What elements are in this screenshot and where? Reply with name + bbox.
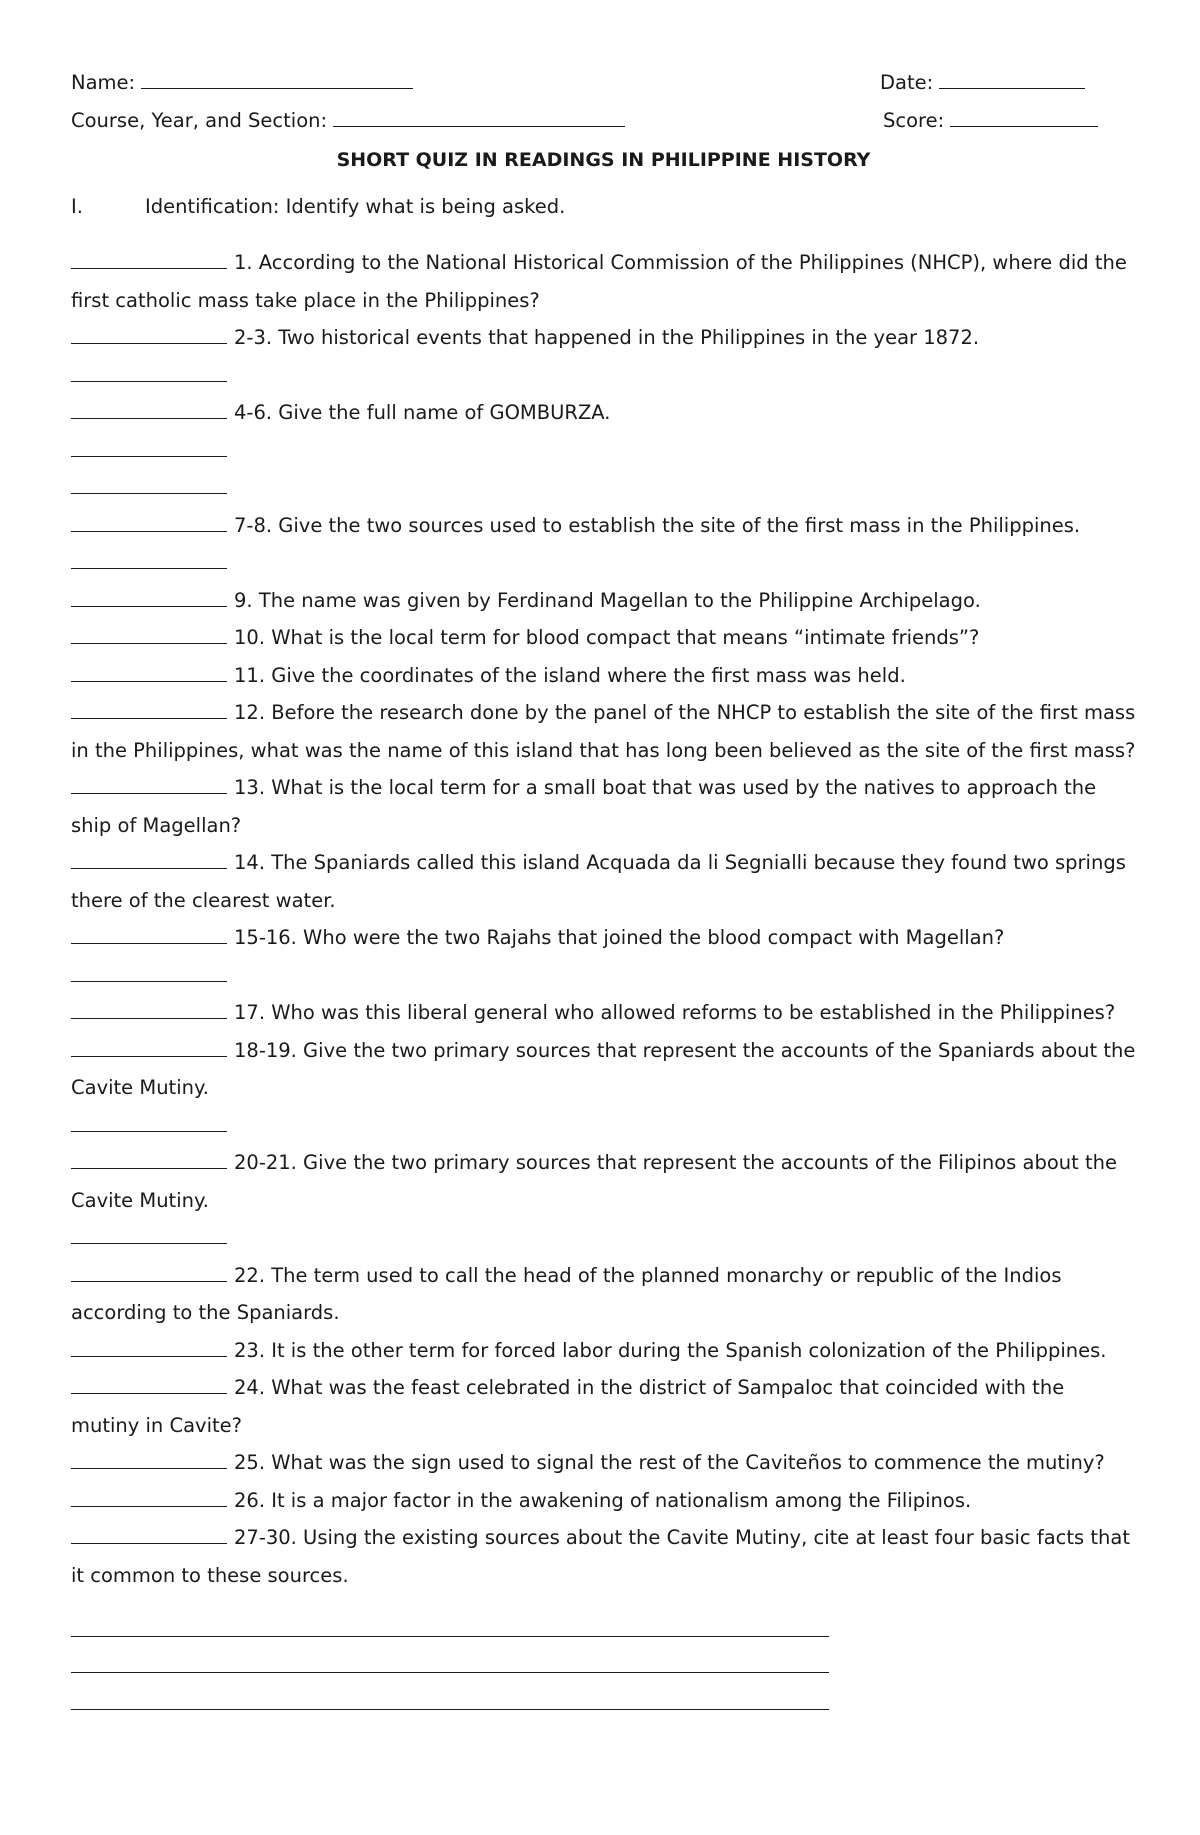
answer-blank[interactable] <box>71 923 227 944</box>
course-line[interactable] <box>333 106 625 127</box>
question-item <box>71 1482 1136 1520</box>
question-item <box>71 507 1136 545</box>
question-text: 27-30. Using the existing sources about the Cavite Mutiny, cite at least four basic facts that it common to these sources. <box>71 1526 1130 1587</box>
question-text: 11. Give the coordinates of the island where the first mass was held. <box>234 663 906 687</box>
answer-blank[interactable] <box>71 1336 227 1357</box>
answer-blank[interactable] <box>71 773 227 794</box>
score-field <box>883 106 1098 132</box>
question-text: 12. Before the research done by the panel of the NHCP to establish the site of the first mass in the Philippines, what was the name of this island that has long been believed as the site of the first mass? <box>71 701 1136 762</box>
course-label: Course, Year, and Section: <box>71 109 328 132</box>
extra-answer-row <box>71 357 1136 395</box>
question-text: 1. According to the National Historical Commission of the Philippines (NHCP), where did the first catholic mass take place in the Philippines? <box>71 251 1127 312</box>
answer-blank[interactable] <box>71 1036 227 1057</box>
extra-answer-row <box>71 1107 1136 1145</box>
question-text: 18-19. Give the two primary sources that represent the accounts of the Spaniards about the Cavite Mutiny. <box>71 1038 1136 1099</box>
question-item <box>71 1257 1136 1332</box>
header-row-1 <box>71 68 1136 106</box>
section-number: I. <box>71 195 83 218</box>
answer-blank[interactable] <box>71 1448 227 1469</box>
answer-blank[interactable] <box>71 473 227 494</box>
question-item <box>71 1369 1136 1444</box>
answer-blank[interactable] <box>71 1486 227 1507</box>
answer-blank[interactable] <box>71 436 227 457</box>
course-field <box>71 106 625 132</box>
answer-blank[interactable] <box>71 848 227 869</box>
score-label: Score: <box>883 109 945 132</box>
answer-blank[interactable] <box>71 1373 227 1394</box>
answer-blank[interactable] <box>71 1523 227 1544</box>
question-item <box>71 1144 1136 1219</box>
name-label: Name: <box>71 71 136 94</box>
question-item <box>71 1519 1136 1594</box>
question-item <box>71 619 1136 657</box>
answer-blank[interactable] <box>71 998 227 1019</box>
answer-blank[interactable] <box>71 361 227 382</box>
question-text: 26. It is a major factor in the awakening of nationalism among the Filipinos. <box>234 1488 972 1512</box>
question-item <box>71 1444 1136 1482</box>
quiz-page <box>71 68 1136 1710</box>
question-text: 10. What is the local term for blood compact that means “intimate friends”? <box>234 626 980 649</box>
question-item <box>71 694 1136 769</box>
question-text: 9. The name was given by Ferdinand Magellan to the Philippine Archipelago. <box>234 588 981 612</box>
score-line[interactable] <box>950 106 1098 127</box>
answer-blank[interactable] <box>71 661 227 682</box>
question-text: 15-16. Who were the two Rajahs that joined the blood compact with Magellan? <box>234 926 1005 949</box>
name-field <box>71 68 413 94</box>
question-item <box>71 244 1136 319</box>
answer-blank[interactable] <box>71 961 227 982</box>
answer-blank[interactable] <box>71 548 227 569</box>
header-row-2 <box>71 106 1136 144</box>
extra-answer-row <box>71 957 1136 995</box>
extra-answer-row <box>71 432 1136 470</box>
extra-answer-row <box>71 544 1136 582</box>
quiz-title: SHORT QUIZ IN READINGS IN PHILIPPINE HISTORY <box>336 149 871 171</box>
answer-blank[interactable] <box>71 623 227 644</box>
question-text: 2-3. Two historical events that happened in the Philippines in the year 1872. <box>234 326 980 349</box>
question-text: 20-21. Give the two primary sources that represent the accounts of the Filipinos about the Cavite Mutiny. <box>71 1151 1117 1212</box>
answer-blank[interactable] <box>71 1261 227 1282</box>
question-text: 13. What is the local term for a small boat that was used by the natives to approach the ship of Magellan? <box>71 776 1097 837</box>
date-label: Date: <box>880 71 934 94</box>
name-line[interactable] <box>141 68 413 89</box>
section-instruction: Identification: Identify what is being asked. <box>145 195 566 218</box>
question-text: 17. Who was this liberal general who allowed reforms to be established in the Philippines? <box>234 1001 1116 1024</box>
answer-blank[interactable] <box>71 1148 227 1169</box>
question-text: 14. The Spaniards called this island Acquada da li Segnialli because they found two springs there of the clearest water. <box>71 851 1126 912</box>
question-text: 23. It is the other term for forced labor during the Spanish colonization of the Philippines. <box>234 1338 1107 1362</box>
question-text: 24. What was the feast celebrated in the district of Sampaloc that coincided with the mutiny in Cavite? <box>71 1376 1065 1437</box>
answer-blank[interactable] <box>71 248 227 269</box>
answer-blank[interactable] <box>71 511 227 532</box>
question-item <box>71 394 1136 432</box>
question-item <box>71 319 1136 357</box>
long-answer-line[interactable] <box>71 1673 829 1710</box>
question-item <box>71 1032 1136 1107</box>
question-text: 4-6. Give the full name of GOMBURZA. <box>234 401 611 424</box>
question-item <box>71 582 1136 620</box>
date-field <box>880 68 1085 94</box>
question-item <box>71 844 1136 919</box>
answer-blank[interactable] <box>71 1111 227 1132</box>
question-item <box>71 919 1136 957</box>
answer-blank[interactable] <box>71 398 227 419</box>
question-item <box>71 657 1136 695</box>
long-answer-line[interactable] <box>71 1600 829 1637</box>
question-text: 25. What was the sign used to signal the rest of the Caviteños to commence the mutiny? <box>234 1451 1105 1474</box>
answer-blank[interactable] <box>71 586 227 607</box>
extra-answer-row <box>71 1219 1136 1257</box>
question-item <box>71 1332 1136 1370</box>
question-item <box>71 769 1136 844</box>
date-line[interactable] <box>939 68 1085 89</box>
answer-blank[interactable] <box>71 323 227 344</box>
answer-lines <box>71 1600 1136 1710</box>
question-list <box>71 244 1136 1594</box>
long-answer-line[interactable] <box>71 1637 829 1674</box>
question-text: 22. The term used to call the head of the planned monarchy or republic of the Indios according to the Spaniards. <box>71 1263 1062 1324</box>
question-item <box>71 994 1136 1032</box>
answer-blank[interactable] <box>71 698 227 719</box>
answer-blank[interactable] <box>71 1223 227 1244</box>
question-text: 7-8. Give the two sources used to establish the site of the first mass in the Philippines. <box>234 513 1081 537</box>
section-heading <box>71 192 1136 244</box>
extra-answer-row <box>71 469 1136 507</box>
